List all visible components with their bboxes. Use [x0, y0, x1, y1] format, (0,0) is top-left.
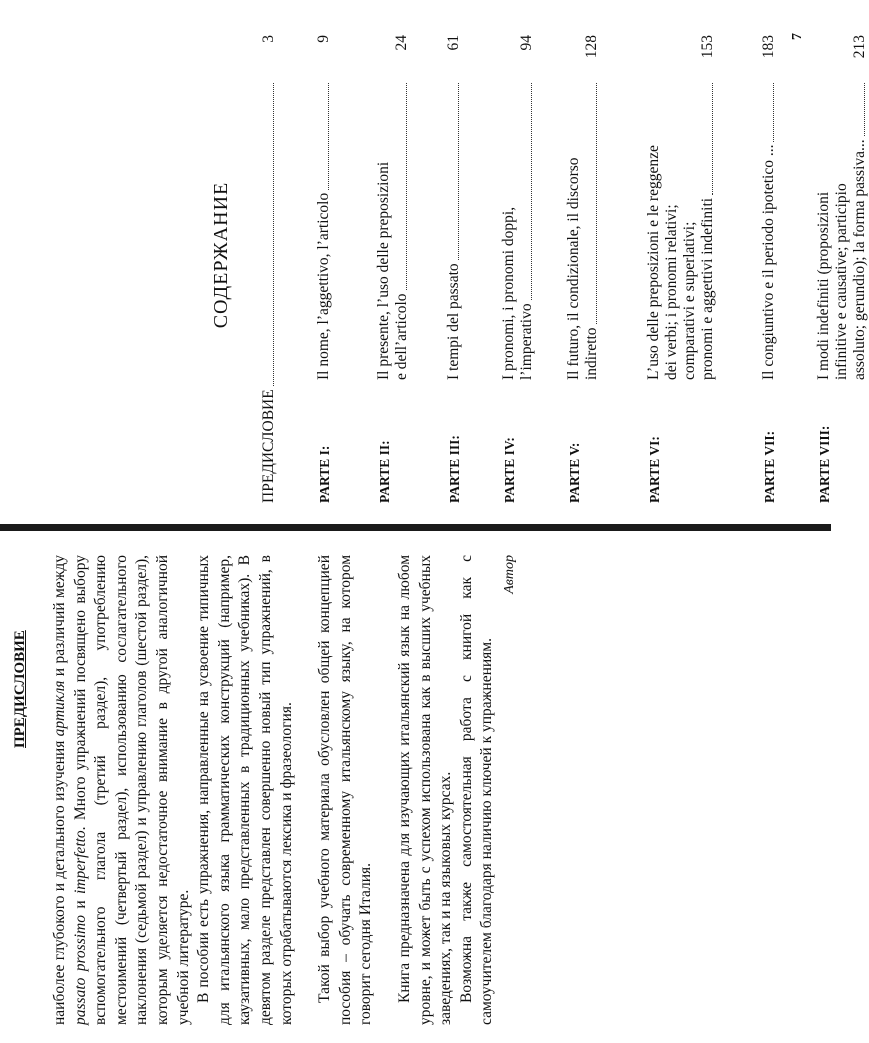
toc-entry-line: I pronomi, i pronomi doppi,	[500, 206, 517, 380]
preface-page	[50, 555, 720, 1025]
toc-entry-line: indiretto	[583, 327, 600, 380]
toc-entry-line: e dell’articolo	[393, 293, 410, 380]
preface-paragraph-5: Возможна также самостоятельная работа с книгой как с самоучителем благодаря наличию ключей к упражнениям.	[457, 555, 496, 1025]
toc-part-label: PARTE II:	[377, 440, 392, 503]
dot-leader	[518, 83, 532, 300]
toc-entry-line: ПРЕДИСЛОВИЕ	[260, 389, 277, 503]
toc-entry-title	[445, 80, 463, 380]
toc-title: СОДЕРЖАНИЕ	[210, 181, 232, 329]
dot-leader	[315, 83, 329, 190]
toc-part-label: PARTE IV:	[502, 437, 517, 503]
toc-entry-line: pronomi e aggettivi indefiniti	[699, 197, 716, 380]
toc-entry-title	[375, 80, 411, 380]
toc-part-label: PARTE VIII:	[817, 425, 832, 503]
toc-entry-line: I tempi del passato	[445, 263, 462, 380]
dot-leader	[445, 83, 459, 260]
toc-entry-line: assoluto; gerundio); la forma passiva...	[851, 139, 868, 380]
dot-leader	[393, 83, 407, 291]
preface-paragraph-3: Такой выбор учебного материала обусловлен общей концепцией пособия – обучать современному итальянскому языку, на котором говорит сегодня Италия.	[316, 555, 375, 1025]
toc-page-number: 24	[393, 35, 410, 51]
preface-paragraph-1: наиболее глубокого и детального изучения артикля и различий между passato prossimo и imperfetto. Много упражнений посвящено выбору вспомогательного глагола (третий раздел), употреблению местоимений (четвертый раздел), использованию сослагательного наклонения (седьмой раздел) и управлению глаголов (шестой раздел), которым уделяется недостаточное внимание в другой аналогичной учебной литературе.	[51, 555, 192, 1025]
toc-entry-line: Il futuro, il condizionale, il discorso	[565, 157, 582, 380]
toc-page-number: 3	[260, 35, 277, 43]
preface-title: ПРЕДИСЛОВИЕ	[12, 630, 28, 748]
table-of-contents-page	[20, 15, 868, 515]
preface-paragraph-4: Книга предназначена для изучающих итальянский язык на любом уровне, и может быть с успехом использована как в высших учебных заведениях, так и на языковых курсах.	[395, 555, 455, 1025]
toc-page-number: 9	[315, 35, 332, 43]
toc-page-number: 153	[699, 35, 716, 59]
toc-part-label: PARTE I:	[317, 445, 332, 503]
toc-entry-line: dei verbi; i pronomi relativi;	[663, 204, 680, 380]
toc-page-number: 183	[760, 35, 777, 59]
toc-entry-line: Il nome, l’aggettivo, l’articolo	[315, 192, 332, 380]
dot-leader	[760, 83, 774, 142]
toc-entry-line: comparativi e superlativi;	[681, 221, 698, 380]
toc-page-number: 213	[851, 35, 868, 59]
toc-entry-line: l’imperativo	[518, 303, 535, 380]
dot-leader	[583, 83, 597, 324]
dot-leader	[699, 83, 713, 195]
toc-entry-line: Il congiuntivo e il periodo ipotetico ...	[760, 144, 777, 380]
toc-entry-title	[565, 80, 601, 380]
dot-leader	[260, 83, 274, 386]
toc-part-label: PARTE III:	[447, 435, 462, 503]
toc-page-number: 61	[445, 35, 462, 51]
preface-author: Автор	[501, 555, 517, 594]
toc-page-number: 128	[583, 35, 600, 59]
toc-page-number: 94	[518, 35, 535, 51]
toc-entry-title	[260, 80, 278, 503]
toc-entry-line: infinitive e causative; participio	[833, 183, 850, 380]
toc-entry-title	[645, 80, 717, 380]
toc-part-label: PARTE VI:	[647, 436, 662, 503]
book-gutter	[0, 524, 831, 531]
preface-paragraph-2: В пособии есть упражнения, направленные на усвоение типичных для итальянского языка грамматических конструкций (например, каузативных, мало представленных в традиционных учебниках). В девятом разделе представлен совершенно новый тип упражнений, в которых отрабатываются лексика и фразеология.	[195, 555, 295, 1025]
toc-part-label: PARTE V:	[567, 442, 582, 503]
page-number: 7	[790, 33, 805, 40]
toc-entry-title	[760, 80, 778, 380]
toc-entry-line: L’uso delle preposizioni e le reggenze	[645, 145, 662, 380]
toc-entry-title	[815, 80, 869, 380]
toc-entry-line: Il presente, l’uso delle preposizioni	[375, 161, 392, 380]
toc-entry-line: I modi indefiniti (proposizioni	[815, 191, 832, 380]
toc-entry-title	[315, 80, 333, 380]
dot-leader	[851, 83, 865, 136]
toc-entry-title	[500, 80, 536, 380]
toc-part-label: PARTE VII:	[762, 430, 777, 503]
